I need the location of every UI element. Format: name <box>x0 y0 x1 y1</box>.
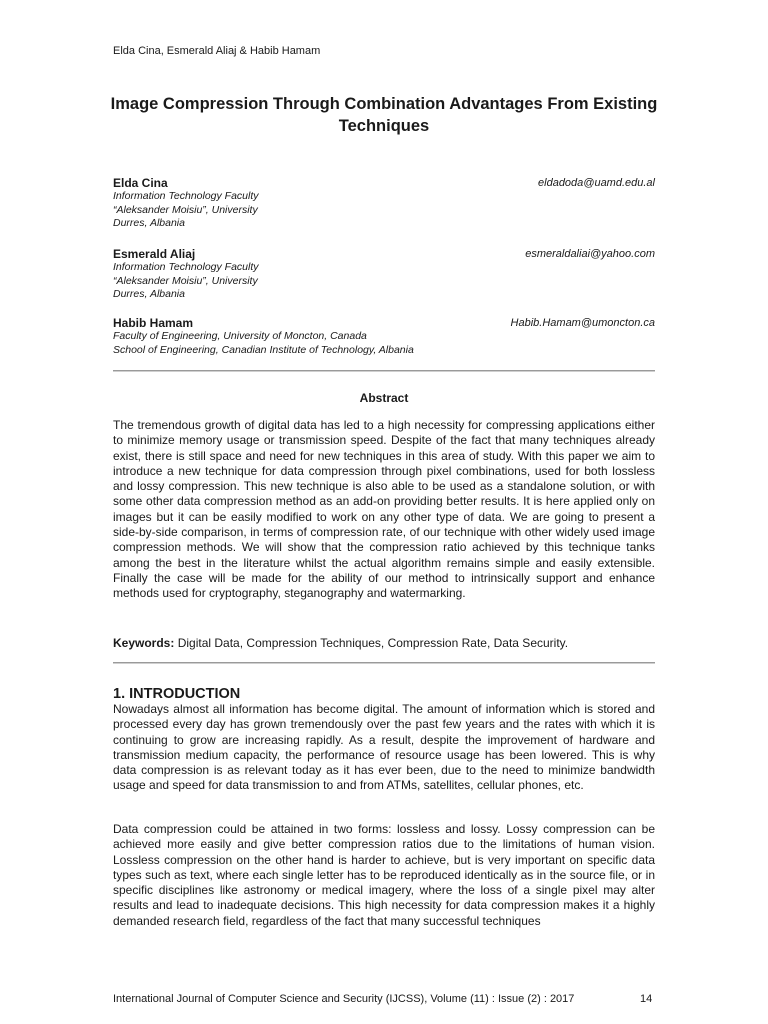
author-affiliation-line: “Aleksander Moisiu”, University <box>113 274 258 287</box>
keywords <box>113 636 655 650</box>
author-block <box>113 316 655 357</box>
running-header: Elda Cina, Esmerald Aliaj & Habib Hamam <box>113 45 321 57</box>
author-name: Esmerald Aliaj <box>113 247 196 261</box>
author-affiliation-line: Durres, Albania <box>113 288 185 300</box>
author-affiliation-line: Durres, Albania <box>113 217 185 229</box>
footer-journal: International Journal of Computer Science and Security (IJCSS), Volume (11) : Issue (2) : 2017 <box>113 993 575 1005</box>
author-affiliation-line: “Aleksander Moisiu”, University <box>113 203 258 216</box>
author-block <box>113 176 655 231</box>
keywords-text: Digital Data, Compression Techniques, Compression Rate, Data Security. <box>177 636 569 650</box>
author-block <box>113 247 655 302</box>
intro-paragraph: Data compression could be attained in two forms: lossless and lossy. Lossy compression can be achieved more easily and give better compression ratios due to the limitations of human vision. Lossless compression on the other hand is harder to achieve, but is very important on specific data types such as text, where each single letter has to be reproduced identically as in the source file, or in specific disciplines like astronomy or medical imagery, where the loss of a single pixel may alter results and lead to inadequate decisions. This high necessity for data compression makes it a highly demanded research field, regardless of the fact that many successful techniques <box>113 822 655 928</box>
author-affiliation-line: Information Technology Faculty <box>113 190 259 202</box>
author-name: Elda Cina <box>113 176 168 190</box>
divider-rule <box>113 662 655 664</box>
author-name: Habib Hamam <box>113 316 194 330</box>
divider-rule <box>113 370 655 372</box>
author-email[interactable]: Habib.Hamam@umoncton.ca <box>510 317 655 329</box>
intro-paragraph: Nowadays almost all information has become digital. The amount of information which is stored and processed every day has grown tremendously over the past few years and the rates with which it is continuing to grow are increasing rapidly. As a result, despite the improvement of hardware and transmission medium capacity, the performance of resource usage has been lowered. This is why data compression is as relevant today as it has ever been, due to the need to minimize bandwidth usage and speed for data transmission to and from ATMs, satellites, cellular phones, etc. <box>113 702 655 793</box>
section-heading: 1. INTRODUCTION <box>113 686 241 702</box>
footer-page-number: 14 <box>640 993 653 1005</box>
author-email[interactable]: esmeraldaliai@yahoo.com <box>525 248 655 260</box>
author-affiliation-line: Information Technology Faculty <box>113 261 259 273</box>
author-email[interactable]: eldadoda@uamd.edu.al <box>538 177 655 189</box>
keywords-label: Keywords: <box>113 636 175 650</box>
abstract-heading: Abstract <box>359 391 409 405</box>
author-affiliation-line: School of Engineering, Canadian Institute of Technology, Albania <box>113 343 414 356</box>
paper-title: Image Compression Through Combination Advantages From Existing Techniques <box>110 95 658 135</box>
abstract-text: The tremendous growth of digital data has led to a high necessity for compressing applications either to minimize memory usage or transmission speed. Despite of the fact that many techniques already exist, there is still space and need for new techniques in this area of study. With this paper we aim to introduce a new technique for data compression through pixel combinations, used for both lossless and lossy compression. This new technique is also able to be used as a standalone solution, or with some other data compression method as an add-on providing better results. It is here applied only on images but it can be easily modified to work on any other type of data. We are going to present a side-by-side comparison, in terms of compression rate, of our technique with other widely used image compression methods. We will show that the compression ratio achieved by this technique tanks among the best in the literature whilst the actual algorithm remains simple and easily extensible. Finally the case will be made for the ability of our method to intrinsically support and enhance methods used for cryptography, steganography and watermarking. <box>113 418 655 601</box>
author-affiliation-line: Faculty of Engineering, University of Moncton, Canada <box>113 330 367 342</box>
